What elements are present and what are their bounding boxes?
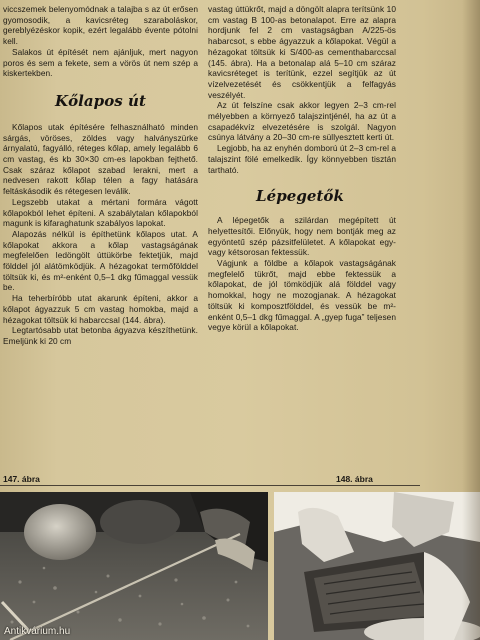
beton-paragraph: vastag úttükrőt, majd a döngölt alapra terítsünk 10 cm vastag B 100-as betonalapot. Erre az alapra hordjunk fel 2 cm vastagságban A/225-ös habarcsot, s ebbe ágyazzuk a kőlapokat. Végül a hézagokat töltsük ki S/400-as cementhabarccsal (145. ábra). Ha a betonalap alá 5–10 cm száraz kavicsréteget is terítünk, ezzel segítjük az út vízelvezetését és csökkentjük a felfagyás veszélyét. [208, 4, 396, 100]
right-text-column [208, 4, 396, 333]
section-heading-kolapos-ut: Kőlapos út [55, 91, 146, 110]
kolapos-paragraph-4: Ha teherbíróbb utat akarunk építeni, akkor a kőlapot ágyazzuk 5 cm vastag homokba, majd a hézagokat töltsük ki habarccsal (144. ábra). [3, 293, 198, 325]
photo-raking-gravel [0, 492, 268, 640]
kolapos-paragraph-5: Legtartósabb utat betonba ágyazva készíthetünk. Emeljünk ki 20 cm [3, 325, 198, 346]
lepegetok-paragraph-2: Vágjunk a földbe a kőlapok vastagságának megfelelő tükrőt, majd ebbe fektessük a kőlapokat, de jól tömködjük alá földdel vagy homokkal, hogy ne mozogjanak. A hézagokat töltsük ki komposztfölddel, és vessük be m²-enként 0,5–1 dkg fűmaggal. A „gyep fuga” teljesen vegye körül a kőlapokat. [208, 258, 396, 333]
left-text-column [0, 4, 198, 347]
lepegetok-paragraph-1: A lépegetők a szilárdan megépített út helyettesítői. Előnyük, hogy nem bontják meg az egyöntetű szép pázsitfelületet. A kőlapokat egy- vagy kétsorosan fektessük. [208, 215, 396, 258]
felszin-paragraph: Az út felszíne csak akkor legyen 2–3 cm-rel mélyebben a környező talajszintjénél, ha az út a csapadékvíz elvezetésére is szolgál. Nagyon csúnya látvány a 20–30 cm-re süllyesztett kerti út. [208, 100, 396, 143]
kolapos-paragraph-2: Legszebb utakat a mértani formára vágott kőlapokból lehet építeni. A szabálytalan kőlapokból magunk is kifaraghatunk szabályos lapokat. [3, 196, 198, 229]
kolapos-paragraph-1: Kőlapos utak építésére felhasználható minden sárgás, vöröses, zöldes vagy halványszürke árnyalatú, fagyálló, réteges kőlap, amely legalább 6 cm vastag, és kb 30×30 cm-es lapokban fejthető. Csak száraz kőlapot szabad lerakni, mert a nedvesen rakott kőlap télen a fagy hatására feltáskásodik és rétegesen leválik. [3, 121, 198, 197]
intro-paragraph: viccszemek belenyomódnak a talajba s az út erősen gyomosodik, a kavicsréteg szaraboláskor, gereblyézéskor kopik, ezért legalább évente pótolni kell. [3, 4, 198, 47]
figure-caption-147: 147. ábra [3, 474, 40, 484]
salakos-paragraph: Salakos út építését nem ajánljuk, mert nagyon poros és sem a fekete, sem a vörös út nem szép a kiskertekben. [3, 46, 198, 79]
watermark-text: Antikvárium.hu [4, 626, 71, 637]
kolapos-paragraph-3: Alapozás nélkül is építhetünk kőlapos utat. A kőlapokat akkora a kőlap vastagságának megfelelően ledöngölt úttükörbe fektetjük, majd földdel jól alátömködjük. A hézagokat termőfölddel töltsük ki, és m²-enként 0,5–1 dkg fűmaggal vessük be. [3, 228, 198, 293]
book-spine-shadow [462, 0, 480, 640]
figure-caption-148: 148. ábra [336, 474, 373, 484]
caption-divider [0, 485, 420, 486]
domboru-paragraph: Legjobb, ha az enyhén domború út 2–3 cm-rel a talajszint fölé emelkedik. Így könnyebben tisztán tartható. [208, 143, 396, 175]
photo-stepping-stone [274, 492, 480, 640]
section-heading-lepegetok: Lépegetők [256, 187, 344, 206]
